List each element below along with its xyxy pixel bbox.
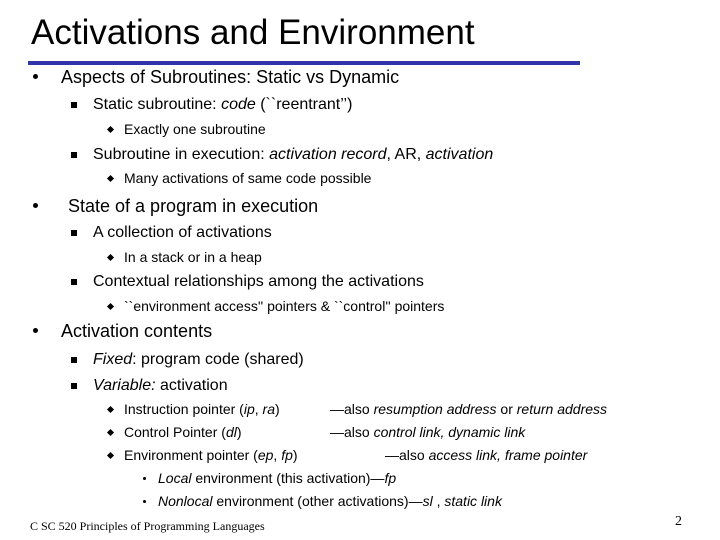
- title-underline: [28, 61, 580, 65]
- bullet-square-icon: [71, 230, 77, 236]
- bullet-diamond-icon: [107, 452, 114, 459]
- bullet-diamond-icon: [107, 126, 114, 133]
- bullet-nonlocal-environment: Nonlocal environment (other activations)—sl , static link: [158, 493, 502, 509]
- bullet-diamond-icon: [107, 406, 114, 413]
- bullet-small-dot-icon: [143, 500, 146, 503]
- bullet-activation-contents: Activation contents: [61, 321, 213, 341]
- bullet-small-dot-icon: [143, 477, 146, 480]
- bullet-subroutine-execution: Subroutine in execution: activation record, AR, activation: [93, 146, 494, 163]
- bullet-variable: Variable: activation: [93, 377, 228, 394]
- bullet-diamond-icon: [107, 254, 114, 261]
- bullet-environment-pointer: Environment pointer (ep, fp): [124, 447, 298, 463]
- control-pointer-also: —also control link, dynamic link: [330, 424, 526, 440]
- bullet-contextual: Contextual relationships among the activations: [93, 273, 424, 290]
- bullet-aspects: Aspects of Subroutines: Static vs Dynamic: [61, 67, 400, 87]
- instruction-pointer-also: —also resumption address or return address: [330, 401, 608, 417]
- page-number: 2: [675, 514, 682, 529]
- bullet-stack-heap: In a stack or in a heap: [124, 249, 262, 265]
- bullet-square-icon: [71, 152, 77, 158]
- bullet-many-activations: Many activations of same code possible: [124, 170, 372, 186]
- bullet-diamond-icon: [107, 303, 114, 310]
- bullet-dot-icon: [33, 203, 38, 208]
- environment-pointer-also: —also access link, frame pointer: [385, 447, 588, 463]
- bullet-exactly-one: Exactly one subroutine: [124, 121, 266, 137]
- bullet-state: State of a program in execution: [68, 196, 319, 216]
- bullet-diamond-icon: [107, 175, 114, 182]
- bullet-diamond-icon: [107, 429, 114, 436]
- bullet-pointers: ``environment access'' pointers & ``control'' pointers: [124, 298, 445, 314]
- bullet-dot-icon: [33, 74, 38, 79]
- bullet-local-environment: Local environment (this activation)—fp: [158, 470, 397, 486]
- bullet-square-icon: [71, 102, 77, 108]
- bullet-fixed: Fixed: program code (shared): [93, 351, 304, 368]
- slide-title: Activations and Environment: [31, 13, 475, 52]
- bullet-dot-icon: [33, 328, 38, 333]
- bullet-instruction-pointer: Instruction pointer (ip, ra): [124, 401, 280, 417]
- bullet-static-subroutine: Static subroutine: code (``reentrant’’): [93, 96, 353, 113]
- bullet-square-icon: [71, 383, 77, 389]
- bullet-square-icon: [71, 279, 77, 285]
- slide-footer: C SC 520 Principles of Programming Languages: [30, 519, 265, 533]
- bullet-square-icon: [71, 357, 77, 363]
- bullet-collection: A collection of activations: [93, 224, 272, 241]
- bullet-control-pointer: Control Pointer (dl): [124, 424, 242, 440]
